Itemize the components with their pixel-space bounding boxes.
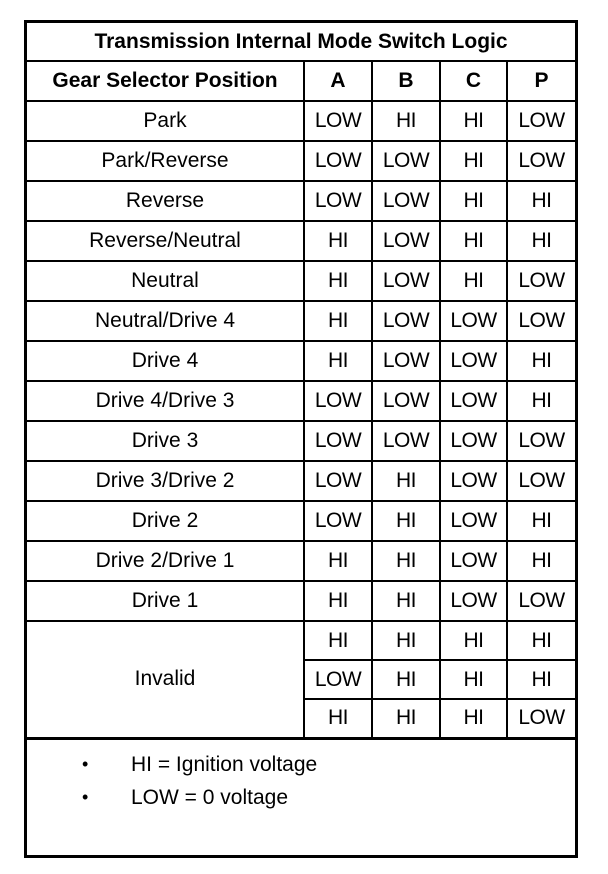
state-cell-b: HI (372, 621, 440, 660)
table-body (27, 101, 575, 738)
state-cell-c: HI (440, 261, 507, 301)
gear-position-cell: Drive 1 (27, 581, 304, 621)
state-cell-c: HI (440, 221, 507, 261)
gear-position-cell: Reverse/Neutral (27, 221, 304, 261)
state-cell-p: LOW (507, 461, 575, 501)
state-cell-c: LOW (440, 381, 507, 421)
bullet-icon: • (82, 754, 89, 774)
state-cell-b: LOW (372, 261, 440, 301)
state-cell-p: LOW (507, 699, 575, 738)
state-cell-p: HI (507, 181, 575, 221)
state-cell-c: HI (440, 181, 507, 221)
bullet-icon: • (82, 787, 89, 807)
state-cell-p: LOW (507, 141, 575, 181)
state-cell-c: HI (440, 621, 507, 660)
state-cell-a: LOW (304, 421, 372, 461)
state-cell-a: HI (304, 699, 372, 738)
note-low-definition: LOW = 0 voltage (131, 786, 288, 809)
state-cell-b: LOW (372, 181, 440, 221)
header-row (27, 61, 575, 101)
table-row (27, 141, 575, 181)
table-row (27, 541, 575, 581)
state-cell-c: LOW (440, 501, 507, 541)
state-cell-c: LOW (440, 461, 507, 501)
note-item (27, 781, 575, 814)
state-cell-c: LOW (440, 301, 507, 341)
state-cell-p: HI (507, 501, 575, 541)
state-cell-a: HI (304, 301, 372, 341)
gear-position-cell: Park/Reverse (27, 141, 304, 181)
state-cell-a: HI (304, 541, 372, 581)
table-row (27, 221, 575, 261)
table-row (27, 421, 575, 461)
state-cell-c: LOW (440, 581, 507, 621)
state-cell-p: LOW (507, 581, 575, 621)
gear-position-cell: Park (27, 101, 304, 141)
state-cell-b: HI (372, 581, 440, 621)
state-cell-p: LOW (507, 421, 575, 461)
gear-position-cell: Drive 3/Drive 2 (27, 461, 304, 501)
state-cell-a: LOW (304, 501, 372, 541)
state-cell-p: HI (507, 381, 575, 421)
table-row (27, 581, 575, 621)
state-cell-a: LOW (304, 461, 372, 501)
state-cell-p: HI (507, 660, 575, 699)
state-cell-c: HI (440, 699, 507, 738)
state-cell-a: HI (304, 621, 372, 660)
state-cell-p: HI (507, 541, 575, 581)
gear-position-cell: Reverse (27, 181, 304, 221)
state-cell-a: HI (304, 581, 372, 621)
header-column-b: B (372, 61, 440, 101)
state-cell-p: HI (507, 621, 575, 660)
table-title: Transmission Internal Mode Switch Logic (27, 23, 575, 61)
state-cell-a: HI (304, 261, 372, 301)
table-row (27, 301, 575, 341)
state-cell-b: HI (372, 101, 440, 141)
state-cell-b: LOW (372, 421, 440, 461)
table-row (27, 381, 575, 421)
state-cell-p: LOW (507, 301, 575, 341)
state-cell-b: LOW (372, 381, 440, 421)
state-cell-b: LOW (372, 141, 440, 181)
state-cell-c: LOW (440, 421, 507, 461)
state-cell-p: LOW (507, 261, 575, 301)
header-gear-selector-position: Gear Selector Position (27, 61, 304, 101)
table-row (27, 341, 575, 381)
state-cell-a: HI (304, 221, 372, 261)
gear-position-cell: Drive 2/Drive 1 (27, 541, 304, 581)
logic-table-frame (24, 20, 578, 858)
header-column-c: C (440, 61, 507, 101)
state-cell-p: HI (507, 221, 575, 261)
state-cell-b: HI (372, 699, 440, 738)
header-column-a: A (304, 61, 372, 101)
note-item (27, 748, 575, 781)
state-cell-c: HI (440, 141, 507, 181)
state-cell-b: HI (372, 541, 440, 581)
state-cell-a: LOW (304, 101, 372, 141)
gear-position-cell: Drive 4 (27, 341, 304, 381)
header-column-p: P (507, 61, 575, 101)
table-row (27, 181, 575, 221)
state-cell-a: HI (304, 341, 372, 381)
gear-position-cell: Drive 4/Drive 3 (27, 381, 304, 421)
state-cell-c: HI (440, 101, 507, 141)
state-cell-c: HI (440, 660, 507, 699)
state-cell-b: LOW (372, 341, 440, 381)
state-cell-b: HI (372, 501, 440, 541)
state-cell-c: LOW (440, 541, 507, 581)
mode-switch-logic-table (27, 23, 575, 740)
state-cell-a: LOW (304, 660, 372, 699)
invalid-label-cell: Invalid (27, 621, 304, 738)
state-cell-a: LOW (304, 181, 372, 221)
table-row (27, 501, 575, 541)
note-hi-definition: HI = Ignition voltage (131, 753, 318, 776)
notes-section (27, 748, 575, 814)
state-cell-p: HI (507, 341, 575, 381)
state-cell-c: LOW (440, 341, 507, 381)
state-cell-b: HI (372, 461, 440, 501)
state-cell-b: HI (372, 660, 440, 699)
state-cell-b: LOW (372, 221, 440, 261)
title-row (27, 23, 575, 61)
state-cell-p: LOW (507, 101, 575, 141)
gear-position-cell: Drive 3 (27, 421, 304, 461)
gear-position-cell: Neutral/Drive 4 (27, 301, 304, 341)
state-cell-a: LOW (304, 381, 372, 421)
gear-position-cell: Drive 2 (27, 501, 304, 541)
state-cell-a: LOW (304, 141, 372, 181)
table-row (27, 461, 575, 501)
table-row (27, 101, 575, 141)
table-row-invalid (27, 621, 575, 660)
table-row (27, 261, 575, 301)
gear-position-cell: Neutral (27, 261, 304, 301)
state-cell-b: LOW (372, 301, 440, 341)
